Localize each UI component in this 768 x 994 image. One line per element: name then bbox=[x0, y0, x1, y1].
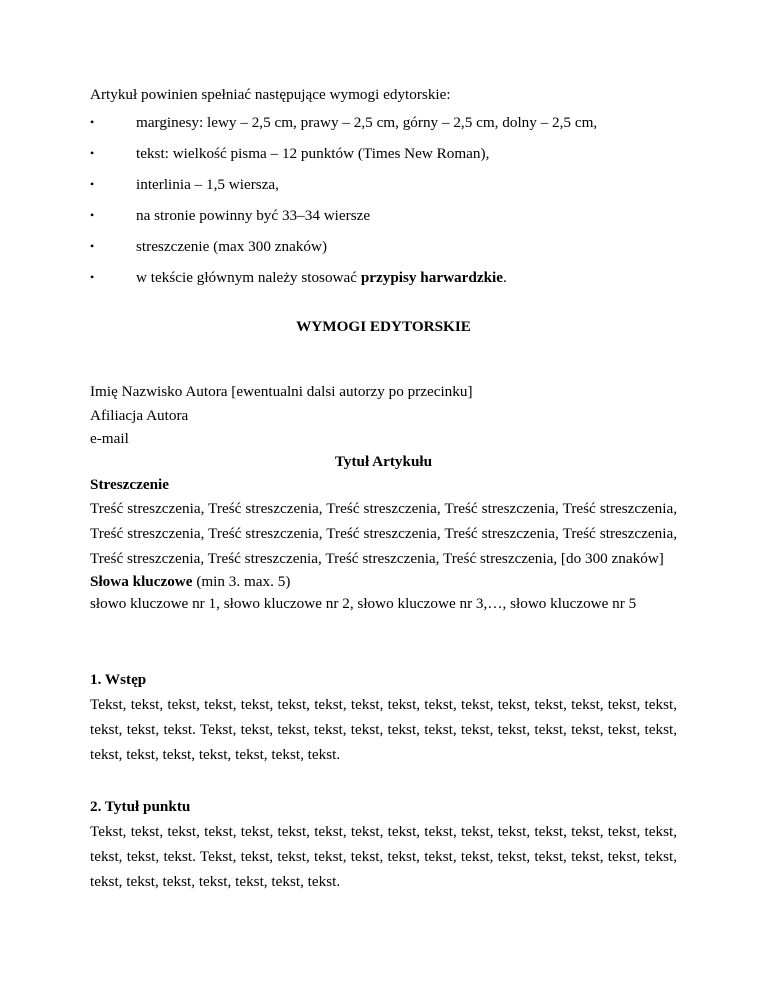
requirement-text: streszczenie (max 300 znaków) bbox=[136, 238, 328, 255]
keywords-text: słowo kluczowe nr 1, słowo kluczowe nr 2, słowo kluczowe nr 3,…, słowo kluczowe nr 5 bbox=[90, 595, 637, 612]
article-title: Tytuł Artykułu bbox=[334, 452, 433, 470]
page-title: WYMOGI EDYTORSKIE bbox=[296, 318, 471, 335]
requirement-text: marginesy: lewy – 2,5 cm, prawy – 2,5 cm, górny – 2,5 cm, dolny – 2,5 cm, bbox=[136, 114, 598, 131]
keywords-note: (min 3. max. 5) bbox=[192, 573, 291, 590]
list-item bbox=[90, 112, 677, 133]
bullet-icon: • bbox=[90, 177, 95, 191]
author-block bbox=[90, 380, 677, 496]
author-affiliation: Afiliacja Autora bbox=[90, 406, 189, 424]
requirements-list bbox=[90, 112, 677, 288]
bullet-icon: • bbox=[90, 146, 95, 160]
section-title: 2. Tytuł punktu bbox=[90, 798, 191, 815]
keywords-heading: Słowa kluczowe bbox=[90, 573, 193, 590]
list-item bbox=[90, 236, 677, 257]
requirement-text: na stronie powinny być 33–34 wiersze bbox=[136, 207, 371, 224]
section-text: Tekst, tekst, tekst, tekst, tekst, tekst, tekst, tekst, tekst, tekst, tekst, tekst, tekst, tekst, tekst, tekst, tekst, tekst, tekst. Tekst, tekst, tekst, tekst, tekst, tekst, tekst, tekst, tekst, tekst, tekst, tekst, tekst, tekst, tekst, tekst, tekst, tekst, tekst, tekst. bbox=[90, 696, 677, 763]
requirement-text: w tekście głównym należy stosować bbox=[136, 269, 361, 286]
author-email: e-mail bbox=[90, 430, 129, 447]
requirement-bold-text: przypisy harwardzkie bbox=[360, 269, 503, 286]
section-title: 1. Wstęp bbox=[90, 671, 147, 688]
abstract-heading: Streszczenie bbox=[90, 475, 169, 493]
requirement-text: tekst: wielkość pisma – 12 punktów (Times New Roman), bbox=[136, 145, 490, 162]
abstract-text: Treść streszczenia, Treść streszczenia, Treść streszczenia, Treść streszczenia, Treść streszczenia, Treść streszczenia, Treść streszczenia, Treść streszczenia, Treść streszczenia, Treść streszczenia, Treść streszczenia, Treść streszczenia, Treść streszczenia, Treść streszczenia, [do 300 znaków] bbox=[90, 500, 677, 567]
bullet-icon: • bbox=[90, 270, 95, 284]
section-introduction bbox=[90, 667, 677, 767]
list-item bbox=[90, 174, 677, 195]
bullet-icon: • bbox=[90, 208, 95, 222]
bullet-icon: • bbox=[90, 115, 95, 129]
intro-text: Artykuł powinien spełniać następujące wymogi edytorskie: bbox=[90, 86, 451, 103]
list-item bbox=[90, 205, 677, 226]
document-page bbox=[90, 84, 677, 894]
author-name: Imię Nazwisko Autora [ewentualni dalsi autorzy po przecinku] bbox=[90, 383, 473, 400]
section-text: Tekst, tekst, tekst, tekst, tekst, tekst, tekst, tekst, tekst, tekst, tekst, tekst, tekst, tekst, tekst, tekst, tekst, tekst, tekst. Tekst, tekst, tekst, tekst, tekst, tekst, tekst, tekst, tekst, tekst, tekst, tekst, tekst, tekst, tekst, tekst, tekst, tekst, tekst, tekst. bbox=[90, 823, 677, 890]
list-item bbox=[90, 143, 677, 164]
section-point-title bbox=[90, 794, 677, 894]
keywords-heading-line bbox=[90, 571, 677, 593]
requirement-text: interlinia – 1,5 wiersza, bbox=[136, 176, 279, 193]
list-item bbox=[90, 267, 677, 288]
requirement-trailing-text: . bbox=[502, 269, 507, 286]
bullet-icon: • bbox=[90, 239, 95, 253]
